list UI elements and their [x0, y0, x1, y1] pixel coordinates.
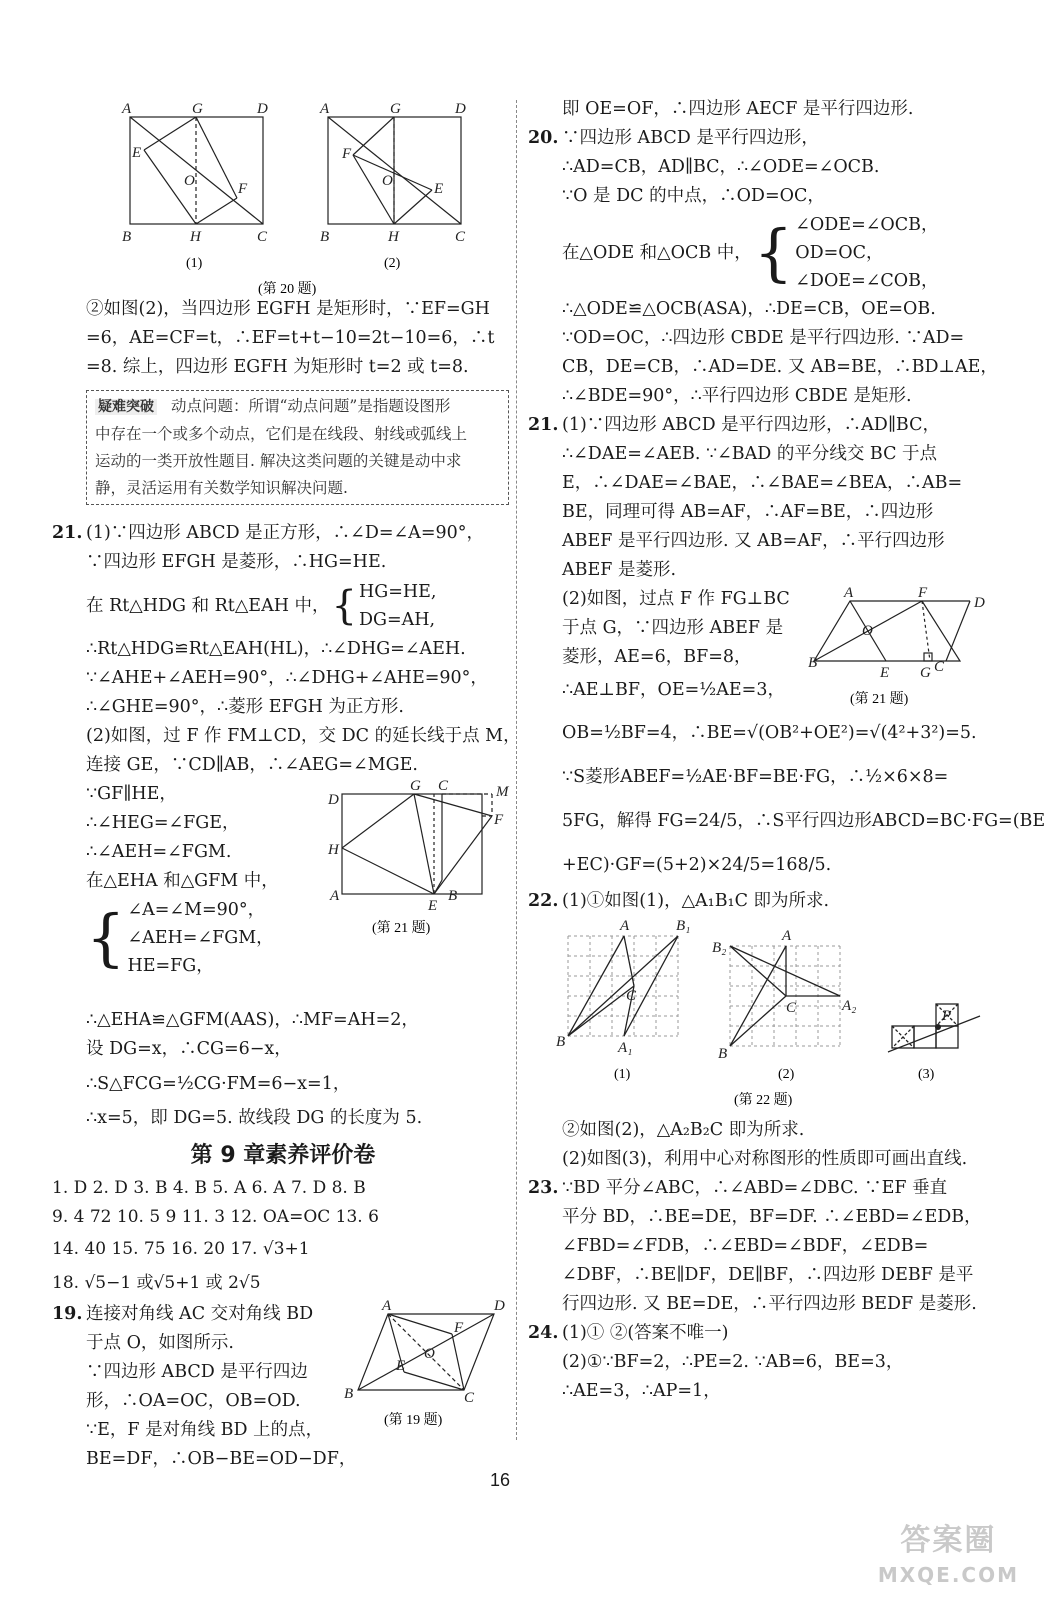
- question-number: 22.: [528, 891, 559, 911]
- q21-line: ∴Rt△HDG≌Rt△EAH(HL)，∴∠DHG=∠AEH.: [86, 639, 466, 659]
- fig21r-label: A: [844, 585, 854, 601]
- fig21-label: C: [438, 778, 449, 794]
- q21-system: [52, 577, 514, 635]
- q24-line: (2)①∵BF=2，∴PE=2. ∵AB=6，BE=3，: [562, 1352, 904, 1372]
- fig20-caption: (第 20 题): [258, 282, 317, 297]
- tip-line: 静，灵活运用有关数学知识解决问题.: [95, 479, 348, 497]
- fig21-label: H: [328, 842, 339, 858]
- q21r-line: (1)∵四边形 ABCD 是平行四边形，∴AD∥BC，: [562, 415, 940, 435]
- fig22-sub: (2): [778, 1067, 795, 1082]
- fig22-label: A₂: [842, 998, 857, 1014]
- fig21-label: B: [448, 888, 458, 904]
- q21r-line: 菱形，AE=6，BF=8，: [562, 647, 752, 667]
- q21r-line: ABEF 是菱形.: [562, 560, 677, 580]
- column-divider: [516, 100, 517, 1440]
- section-title: 第 9 章素养评价卷: [190, 1143, 376, 1168]
- p20-line: =8. 综上，四边形 EGFH 为矩形时 t=2 或 t=8.: [86, 357, 469, 377]
- fig22-label: A: [782, 928, 792, 944]
- fig21r-label: O: [862, 623, 873, 639]
- fig20-label: F: [238, 181, 248, 197]
- q21-line: (2)如图，过 F 作 FM⊥CD，交 DC 的延长线于点 M，: [86, 726, 521, 746]
- q21-line: ∴S△FCG=½CG·FM=6−x=1，: [86, 1074, 351, 1094]
- q22-line: (1)①如图(1)，△A₁B₁C 即为所求.: [562, 891, 830, 911]
- fig20-label: O: [382, 173, 393, 189]
- q20-line: ∵OD=OC，∴四边形 CBDE 是平行四边形. ∵AD=: [562, 328, 965, 348]
- tip-box: [86, 390, 509, 505]
- q21-line: ∴∠AEH=∠FGM.: [86, 842, 232, 862]
- q21r-line: ∵S菱形ABEF=½AE·BF=BE·FG，∴½×6×8=: [562, 767, 949, 787]
- q21-line: 设 DG=x，∴CG=6−x，: [86, 1039, 292, 1059]
- q24-line: ∴AE=3，∴AP=1，: [562, 1381, 721, 1401]
- fig22-label: C: [626, 988, 637, 1004]
- q21r-line: BE，同理可得 AB=AF，∴AF=BE，∴四边形: [562, 502, 934, 522]
- fig21r-label: G: [920, 665, 931, 681]
- q21-sys-eq: HG=HE,: [358, 582, 437, 602]
- top-line: 即 OE=OF，∴四边形 AECF 是平行四边形.: [562, 99, 914, 119]
- q20-line: CB，DE=CB，∴AD=DE. 又 AB=BE，∴BD⊥AE，: [562, 357, 998, 377]
- fig21-label: G: [410, 778, 421, 794]
- fig21-caption: (第 21 题): [372, 921, 431, 936]
- figure-21-right: [810, 585, 990, 711]
- figure-22: [528, 916, 990, 1116]
- q21r-line: 5FG，解得 FG=24/5，∴S平行四边形ABCD=BC·FG=(BE: [562, 811, 1045, 831]
- question-number: 20.: [528, 128, 559, 148]
- fig22-sub: (3): [918, 1067, 935, 1082]
- fig21r-label: F: [918, 585, 928, 601]
- q21-line: ∴x=5，即 DG=5. 故线段 DG 的长度为 5.: [86, 1108, 423, 1128]
- q21-line: ∵GF∥HE，: [86, 784, 177, 804]
- fig21r-caption: (第 21 题): [850, 692, 909, 707]
- q19-line: 于点 O，如图所示.: [86, 1333, 234, 1353]
- fig20-label: B: [320, 229, 330, 245]
- fig21r-label: C: [934, 659, 945, 675]
- q20-sys-eq: OD=OC，: [795, 243, 884, 263]
- q22-line: ②如图(2)，△A₂B₂C 即为所求.: [562, 1120, 805, 1140]
- fig19-caption: (第 19 题): [384, 1413, 443, 1428]
- fig19-label: C: [464, 1390, 475, 1406]
- q21-line: 在△EHA 和△GFM 中，: [86, 871, 279, 891]
- q19-line: 连接对角线 AC 交对角线 BD: [86, 1304, 314, 1324]
- fig20-label: E: [132, 145, 142, 161]
- q21-line: (1)∵四边形 ABCD 是正方形，∴∠D=∠A=90°，: [86, 523, 484, 543]
- q21r-line: ∴∠DAE=∠AEB. ∵∠BAD 的平分线交 BC 于点: [562, 444, 938, 464]
- q19-line: ∵四边形 ABCD 是平行四边: [86, 1362, 308, 1382]
- fig20-label: F: [342, 146, 352, 162]
- answer-row: 14. 40 15. 75 16. 20 17. √3+1: [52, 1239, 310, 1259]
- q19-block: [52, 1300, 514, 1480]
- p20-line: =6，AE=CF=t，∴EF=t+t−10=2t−10=6，∴t: [86, 328, 495, 348]
- fig21-label: E: [428, 898, 438, 914]
- tip-tag: 疑难突破: [95, 399, 157, 415]
- watermark-logo: [878, 1524, 1019, 1592]
- brace: {: [331, 583, 357, 629]
- q21-sys-eq: DG=AH,: [358, 610, 436, 630]
- q20-system: [528, 211, 990, 295]
- q21-line: 连接 GE，∵CD∥AB，∴∠AEG=∠MGE.: [86, 755, 418, 775]
- fig20-label: G: [192, 101, 203, 117]
- q20-line: ∵O 是 DC 的中点，∴OD=OC，: [562, 186, 825, 206]
- q23-line: 行四边形. 又 BE=DE，∴平行四边形 BEDF 是菱形.: [562, 1294, 977, 1314]
- q20-sys-eq: ∠DOE=∠COB，: [795, 271, 939, 291]
- tip-line: 动点问题：所谓“动点问题”是指题设图形: [171, 397, 451, 415]
- fig21-label: D: [328, 792, 339, 808]
- fig20-label: C: [455, 229, 466, 245]
- q21-sys2-eq: ∠AEH=∠FGM，: [127, 928, 274, 948]
- fig20-sub2: (2): [384, 256, 401, 271]
- q19-line: BE=DF，∴OB−BE=OD−DF，: [86, 1449, 357, 1469]
- q21r-block-with-figure: [528, 585, 990, 711]
- answer-row: 18. √5−1 或√5+1 或 2√5: [52, 1273, 261, 1293]
- fig20-sub1: (1): [186, 256, 203, 271]
- fig20-label: D: [455, 101, 466, 117]
- q21r-line: OB=½BF=4，∴BE=√(OB²+OE²)=√(4²+3²)=5.: [562, 723, 977, 743]
- figure-22-drawing: [528, 916, 990, 1116]
- q21-sys2-eq: HE=FG，: [127, 956, 214, 976]
- q21-block-with-figure: [52, 780, 514, 1006]
- fig22-caption: (第 22 题): [734, 1093, 793, 1108]
- fig21r-label: B: [808, 655, 818, 671]
- q21-line: ∵四边形 EFGH 是菱形，∴HG=HE.: [86, 552, 387, 572]
- question-number: 21.: [528, 415, 559, 435]
- fig22-label: B: [556, 1034, 566, 1050]
- question-number: 23.: [528, 1178, 559, 1198]
- q20-line: ∵四边形 ABCD 是平行四边形，: [562, 128, 819, 148]
- fig20-label: E: [434, 181, 444, 197]
- fig20-label: H: [190, 229, 201, 245]
- fig22-label: A₁: [618, 1040, 633, 1056]
- fig21-label: A: [330, 888, 340, 904]
- q21r-line: +EC)·GF=(5+2)×24/5=168/5.: [562, 855, 832, 875]
- q24-line: (1)① ②(答案不唯一): [562, 1323, 729, 1343]
- fig22-label: C: [786, 1000, 797, 1016]
- fig20-label: H: [388, 229, 399, 245]
- q21r-line: (2)如图，过点 F 作 FG⊥BC: [562, 589, 790, 609]
- fig22-label: P: [942, 1008, 952, 1024]
- fig19-label: A: [382, 1298, 392, 1314]
- fig22-sub: (1): [614, 1067, 631, 1082]
- watermark-text: 答案圈: [900, 1523, 997, 1558]
- answer-list: [52, 1174, 514, 1300]
- q20-sys-lead: 在△ODE 和△OCB 中，: [562, 242, 752, 263]
- fig21-label: F: [494, 812, 504, 828]
- question-number: 24.: [528, 1323, 559, 1343]
- tip-line: 运动的一类开放性题目. 解决这类问题的关键是动中求: [95, 452, 462, 470]
- tip-line: 中存在一个或多个动点，它们是在线段、射线或弧线上: [95, 425, 468, 443]
- fig19-label: D: [494, 1298, 505, 1314]
- q21-line: ∴∠GHE=90°，∴菱形 EFGH 为正方形.: [86, 697, 404, 717]
- q21-line: ∵∠AHE+∠AEH=90°，∴∠DHG+∠AHE=90°，: [86, 668, 488, 688]
- figure-20-drawing: [52, 95, 514, 295]
- q19-line: 形，∴OA=OC，OB=OD.: [86, 1391, 301, 1411]
- fig20-label: A: [122, 101, 132, 117]
- fig21r-label: D: [974, 595, 985, 611]
- watermark-text: MXQE.COM: [877, 1563, 1019, 1587]
- question-number: 21.: [52, 523, 83, 543]
- fig21r-label: E: [880, 665, 890, 681]
- figure-21-left: [324, 780, 514, 940]
- right-column: [528, 95, 1045, 1406]
- fig19-label: F: [454, 1320, 464, 1336]
- q19-line: ∵E，F 是对角线 BD 上的点，: [86, 1420, 324, 1440]
- q21r-line: 于点 G，∵四边形 ABEF 是: [562, 618, 784, 638]
- q23-line: ∵BD 平分∠ABC，∴∠ABD=∠DBC. ∵EF 垂直: [562, 1178, 948, 1198]
- fig19-label: E: [396, 1358, 406, 1374]
- figure-19: [344, 1300, 514, 1430]
- fig19-label: B: [344, 1386, 354, 1402]
- question-number: 19.: [52, 1304, 83, 1324]
- q21-line: ∴∠HEG=∠FGE，: [86, 813, 240, 833]
- fig19-label: O: [424, 1346, 435, 1362]
- fig22-label: B₁: [676, 918, 691, 934]
- q22-line: (2)如图(3)，利用中心对称图形的性质即可画出直线.: [562, 1149, 968, 1169]
- fig20-label: B: [122, 229, 132, 245]
- p20-line: ②如图(2)，当四边形 EGFH 是矩形时，∵EF=GH: [86, 299, 490, 319]
- q23-line: ∠DBF，∴BE∥DF，DE∥BF，∴四边形 DEBF 是平: [562, 1265, 974, 1285]
- page-number: 16: [490, 1470, 511, 1490]
- fig22-label: B: [718, 1046, 728, 1062]
- q21-sys2-eq: ∠A=∠M=90°，: [127, 900, 266, 920]
- q21r-line: ABEF 是平行四边形. 又 AB=AF，∴平行四边形: [562, 531, 945, 551]
- q20-sys-eq: ∠ODE=∠OCB，: [795, 215, 939, 235]
- q20-line: ∴AD=CB，AD∥BC，∴∠ODE=∠OCB.: [562, 157, 880, 177]
- figure-20: [52, 95, 514, 295]
- brace: {: [86, 901, 126, 974]
- answer-row: 9. 4 72 10. 5 9 11. 3 12. OA=OC 13. 6: [52, 1207, 379, 1227]
- fig22-label: A: [620, 918, 630, 934]
- q20-line: ∴∠BDE=90°，∴平行四边形 CBDE 是矩形.: [562, 386, 912, 406]
- fig22-label: B₂: [712, 940, 727, 956]
- q21r-line: ∴AE⊥BF，OE=½AE=3，: [562, 680, 785, 700]
- brace: {: [753, 216, 794, 289]
- fig20-label: D: [257, 101, 268, 117]
- fig21-label: M: [496, 784, 509, 800]
- answer-row: 1. D 2. D 3. B 4. B 5. A 6. A 7. D 8. B: [52, 1178, 366, 1198]
- fig20-label: G: [390, 101, 401, 117]
- q23-line: ∠FBD=∠FDB，∴∠EBD=∠BDF，∠EDB=: [562, 1236, 929, 1256]
- q21-line: ∴△EHA≌△GFM(AAS)，∴MF=AH=2，: [86, 1010, 419, 1030]
- q23-line: 平分 BD，∴BE=DE，BF=DF. ∴∠EBD=∠EDB，: [562, 1207, 982, 1227]
- q20-line: ∴△ODE≌△OCB(ASA)，∴DE=CB，OE=OB.: [562, 299, 936, 319]
- fig20-label: C: [257, 229, 268, 245]
- fig20-label: A: [320, 101, 330, 117]
- fig20-label: O: [184, 173, 195, 189]
- q21-sys-lead: 在 Rt△HDG 和 Rt△EAH 中，: [86, 595, 330, 616]
- q21r-line: E，∴∠DAE=∠BAE，∴∠BAE=∠BEA，∴AB=: [562, 473, 963, 493]
- left-column: [52, 95, 521, 1480]
